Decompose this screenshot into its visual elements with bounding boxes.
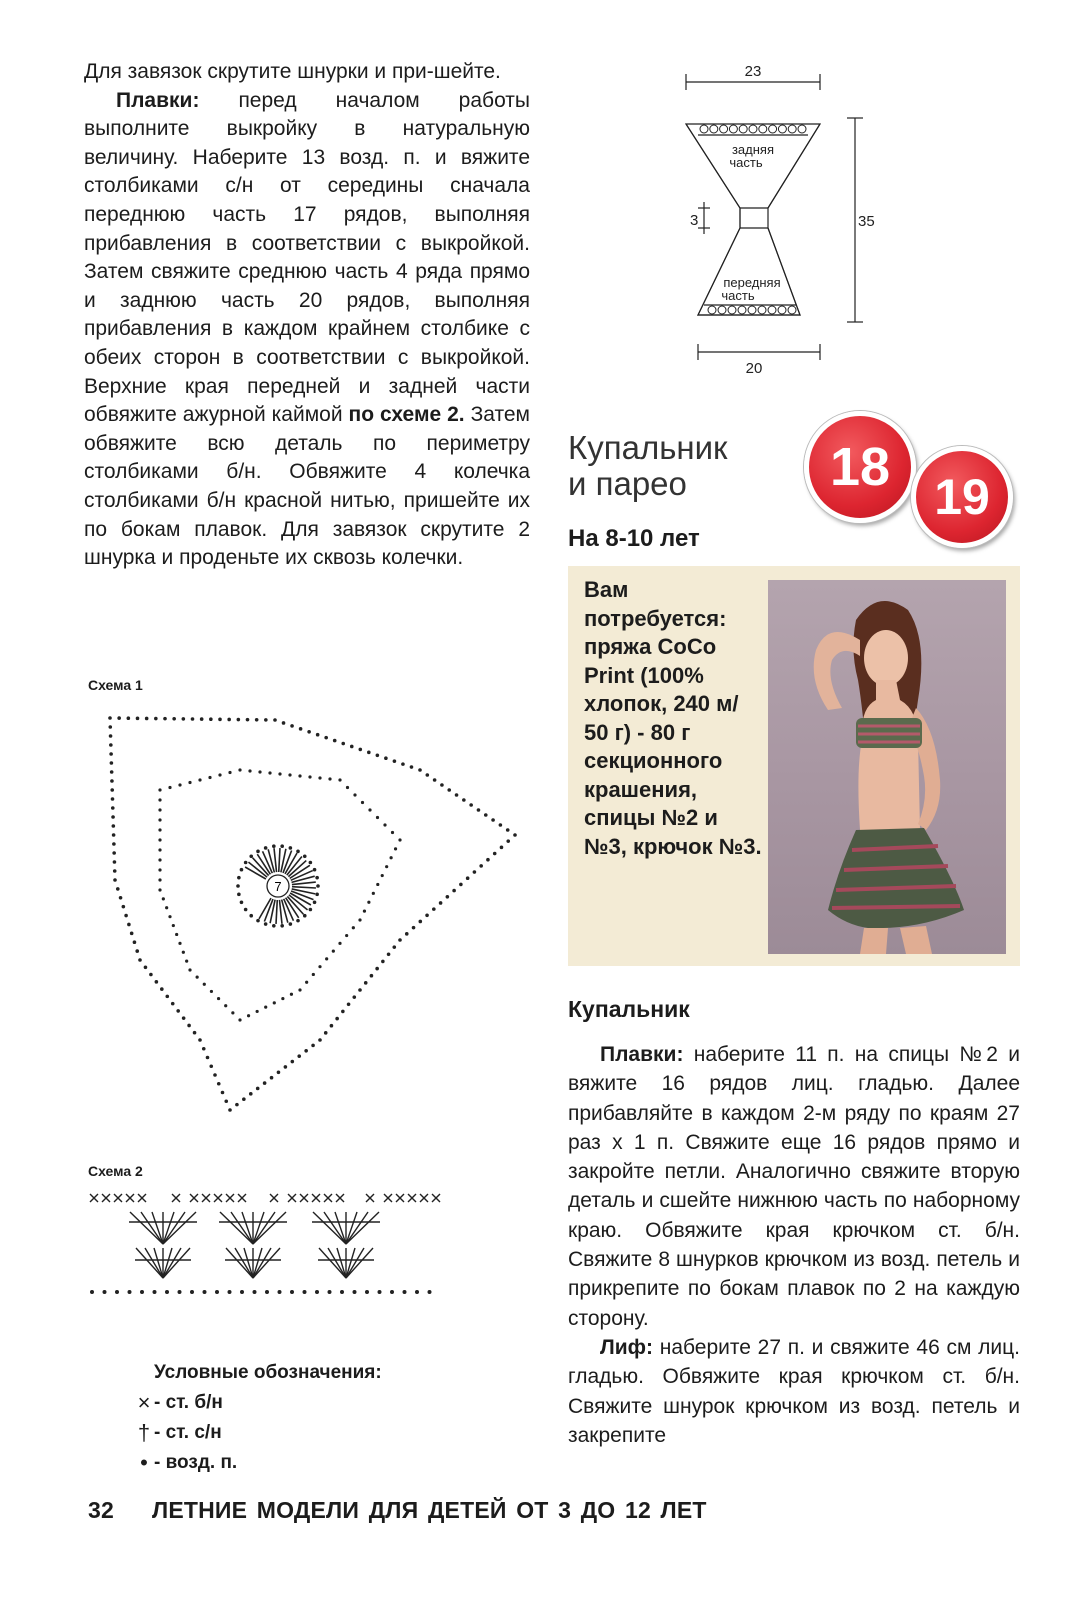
schema1-diagram <box>100 710 540 1130</box>
page-number: 32 <box>88 1497 114 1523</box>
legend-text: - ст. б/н <box>154 1392 223 1413</box>
briefs-heading: Плавки: <box>116 88 200 112</box>
height-label: 35 <box>858 213 875 230</box>
legend-title: Условные обозначения: <box>154 1362 382 1383</box>
left-text-column <box>84 58 530 573</box>
back-part-label: задняя <box>731 142 775 157</box>
right-text-column <box>568 1040 1020 1450</box>
briefs-knit-text: наберите 11 п. на спицы №2 и вяжите 16 рядов лиц. гладью. Далее прибавляйте в каждом 2-м ряду по краям 27 раз х 1 п. Свяжите еще 16 рядов прямо и закройте петли. Аналогично свяжите вторую деталь и сшейте нижнюю часть по наборному краю. Обвяжите края крючком ст. б/н. Свяжите 8 шнурков крючком из возд. петель и прикрепите по бокам плавок по 2 на каждую сторону. <box>568 1043 1020 1330</box>
title-line-2: и парео <box>568 465 687 502</box>
dagger-icon: † <box>137 1420 151 1445</box>
schema1-center-label: 7 <box>274 879 282 894</box>
magazine-title: ЛЕТНИЕ МОДЕЛИ ДЛЯ ДЕТЕЙ ОТ 3 ДО 12 ЛЕТ <box>151 1497 707 1523</box>
dot-icon: • <box>140 1450 148 1475</box>
top-width-label: 23 <box>744 63 762 80</box>
paragraph-briefs-knit <box>568 1040 1020 1333</box>
schema2-label: Схема 2 <box>88 1163 143 1179</box>
paragraph-briefs-crochet <box>84 87 530 573</box>
project-title <box>568 430 728 502</box>
briefs-text: перед началом работы выполните выкройку в натуральную величину. Наберите 13 возд. п. и вяжите столбиками с/н от середины сначала переднюю часть 17 рядов, выполняя прибавления в соответствии с выкройкой. Затем свяжите среднюю часть 4 ряда прямо и заднюю часть 20 рядов, выполняя прибавления в каждом крайнем столбике с обеих сторон в соответствии с выкройкой. Верхние края передней и задней части обвяжите ажурной каймой <box>84 88 530 427</box>
chain-row <box>90 1290 432 1294</box>
paragraph-ties: Для завязок скрутите шнурки и при-шейте. <box>84 60 501 83</box>
briefs-pattern-diagram <box>680 60 910 390</box>
title-line-1: Купальник <box>568 429 728 466</box>
front-part-label: передняя <box>723 275 781 290</box>
bodice-heading: Лиф: <box>600 1335 654 1359</box>
briefs-text-2: Затем обвяжите всю деталь по периметру столбиками б/н. Обвяжите 4 колечка столбиками б/н красной нитью, пришейте их по бокам плавок. Для завязок скрутите 2 шнурка и проденьте их сквозь колечки. <box>84 403 530 570</box>
schema2-diagram <box>88 1190 448 1320</box>
legend-text: - возд. п. <box>154 1452 238 1473</box>
chain-dots <box>108 716 517 1112</box>
bodice-text: наберите 27 п. и свяжите 46 см лиц. гладью. Обвяжите края крючком ст. б/н. Свяжите шнурок крючком из возд. петель и закрепите <box>568 1335 1020 1447</box>
model-number-badge-19: 19 <box>911 446 1013 548</box>
section-title-swimsuit: Купальник <box>568 996 690 1022</box>
legend <box>134 1358 382 1478</box>
fan-stitches <box>129 1212 380 1278</box>
paragraph-bodice <box>568 1333 1020 1450</box>
materials-box <box>568 566 1020 966</box>
materials-text: Вам потребуется: пряжа CoCo Print (100% хлопок, 240 м/ 50 г) - 80 г секционного крашения, спицы №2 и №3, крючок №3. <box>584 577 762 859</box>
single-crochet-row <box>90 1194 440 1202</box>
legend-item-single-crochet <box>134 1388 382 1418</box>
back-part-label-2: часть <box>729 155 763 170</box>
legend-item-chain <box>134 1448 382 1478</box>
legend-text: - ст. с/н <box>154 1422 222 1443</box>
legend-item-double-crochet <box>134 1418 382 1448</box>
bottom-width-label: 20 <box>745 360 763 377</box>
model-number-badge-18: 18 <box>804 411 916 523</box>
front-part-label-2: часть <box>721 288 755 303</box>
briefs-heading-2: Плавки: <box>600 1043 684 1066</box>
cross-icon: × <box>137 1390 151 1415</box>
model-photo <box>768 580 1006 954</box>
schema1-label: Схема 1 <box>88 677 143 693</box>
middle-label: 3 <box>690 212 699 229</box>
schema2-reference: по схеме 2. <box>348 403 465 427</box>
age-range: На 8-10 лет <box>568 525 700 552</box>
page-footer <box>88 1497 707 1524</box>
